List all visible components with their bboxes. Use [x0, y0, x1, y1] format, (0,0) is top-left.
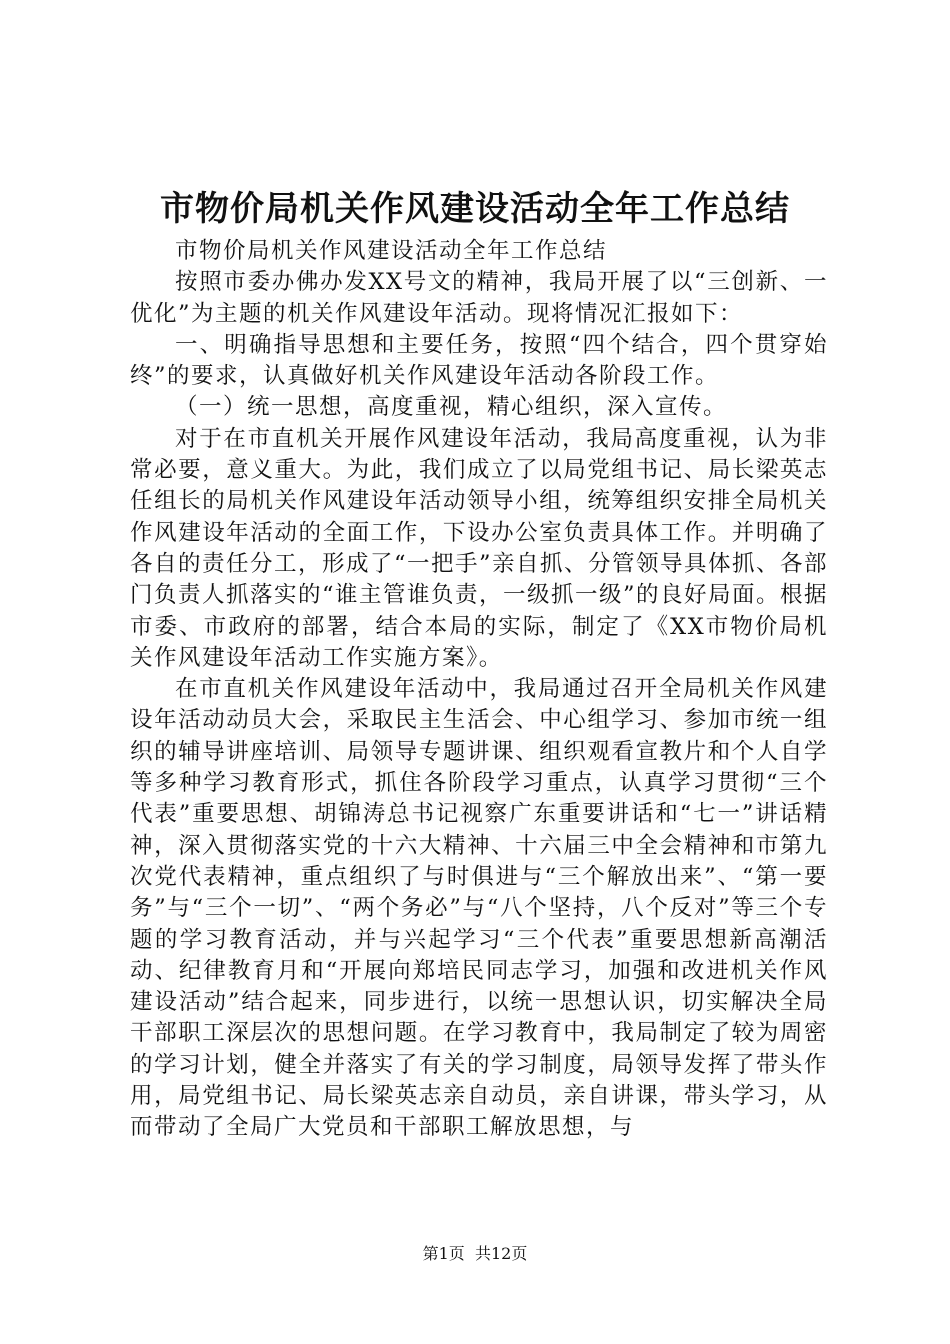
- paragraph: 一、明确指导思想和主要任务，按照“四个结合，四个贯穿始终”的要求，认真做好机关作风建设年活动各阶段工作。: [130, 331, 828, 390]
- paragraph: 市物价局机关作风建设活动全年工作总结: [175, 238, 608, 264]
- paragraph: 按照市委办佛办发XX号文的精神，我局开展了以“三创新、一优化”为主题的机关作风建设年活动。现将情况汇报如下：: [130, 269, 828, 327]
- document-title: 市物价局机关作风建设活动全年工作总结: [160, 189, 790, 229]
- paragraph: 在市直机关作风建设年活动中，我局通过召开全局机关作风建设年活动动员大会，采取民主生活会、中心组学习、参加市统一组织的辅导讲座培训、局领导专题讲课、组织观看宣教片和个人自学等多种学习教育形式，抓住各阶段学习重点，认真学习贯彻“三个代表”重要思想、胡锦涛总书记视察广东重要讲话和“七一”讲话精神，深入贯彻落实党的十六大精神、十六届三中全会精神和市第九次党代表精神，重点组织了与时俱进与“三个解放出来”、“第一要务”与“三个一切”、“两个务必”与“八个坚持，八个反对”等三个专题的学习教育活动，并与兴起学习“三个代表”重要思想新高潮活动、纪律教育月和“开展向郑培民同志学习，加强和改进机关作风建设活动”结合起来，同步进行，以统一思想认识，切实解决全局干部职工深层次的思想问题。在学习教育中，我局制定了较为周密的学习计划，健全并落实了有关的学习制度，局领导发挥了带头作用，局党组书记、局长梁英志亲自动员，亲自讲课，带头学习，从而带动了全局广大党员和干部职工解放思想，与: [130, 676, 828, 1141]
- page-footer: [0, 1243, 950, 1265]
- page-total: 共12页: [474, 1244, 528, 1263]
- paragraph: （一）统一思想，高度重视，精心组织，深入宣传。: [175, 394, 728, 421]
- document-body: [130, 236, 828, 1144]
- page-number: 第1页: [422, 1244, 465, 1263]
- paragraph: 对于在市直机关开展作风建设年活动，我局高度重视，认为非常必要，意义重大。为此，我们成立了以局党组书记、局长梁英志任组长的局机关作风建设年活动领导小组，统筹组织安排全局机关作风建设年活动的全面工作，下设办公室负责具体工作。并明确了各自的责任分工，形成了“一把手”亲自抓、分管领导具体抓、各部门负责人抓落实的“谁主管谁负责，一级抓一级”的良好局面。根据市委、市政府的部署，结合本局的实际，制定了《XX市物价局机关作风建设年活动工作实施方案》。: [130, 425, 829, 671]
